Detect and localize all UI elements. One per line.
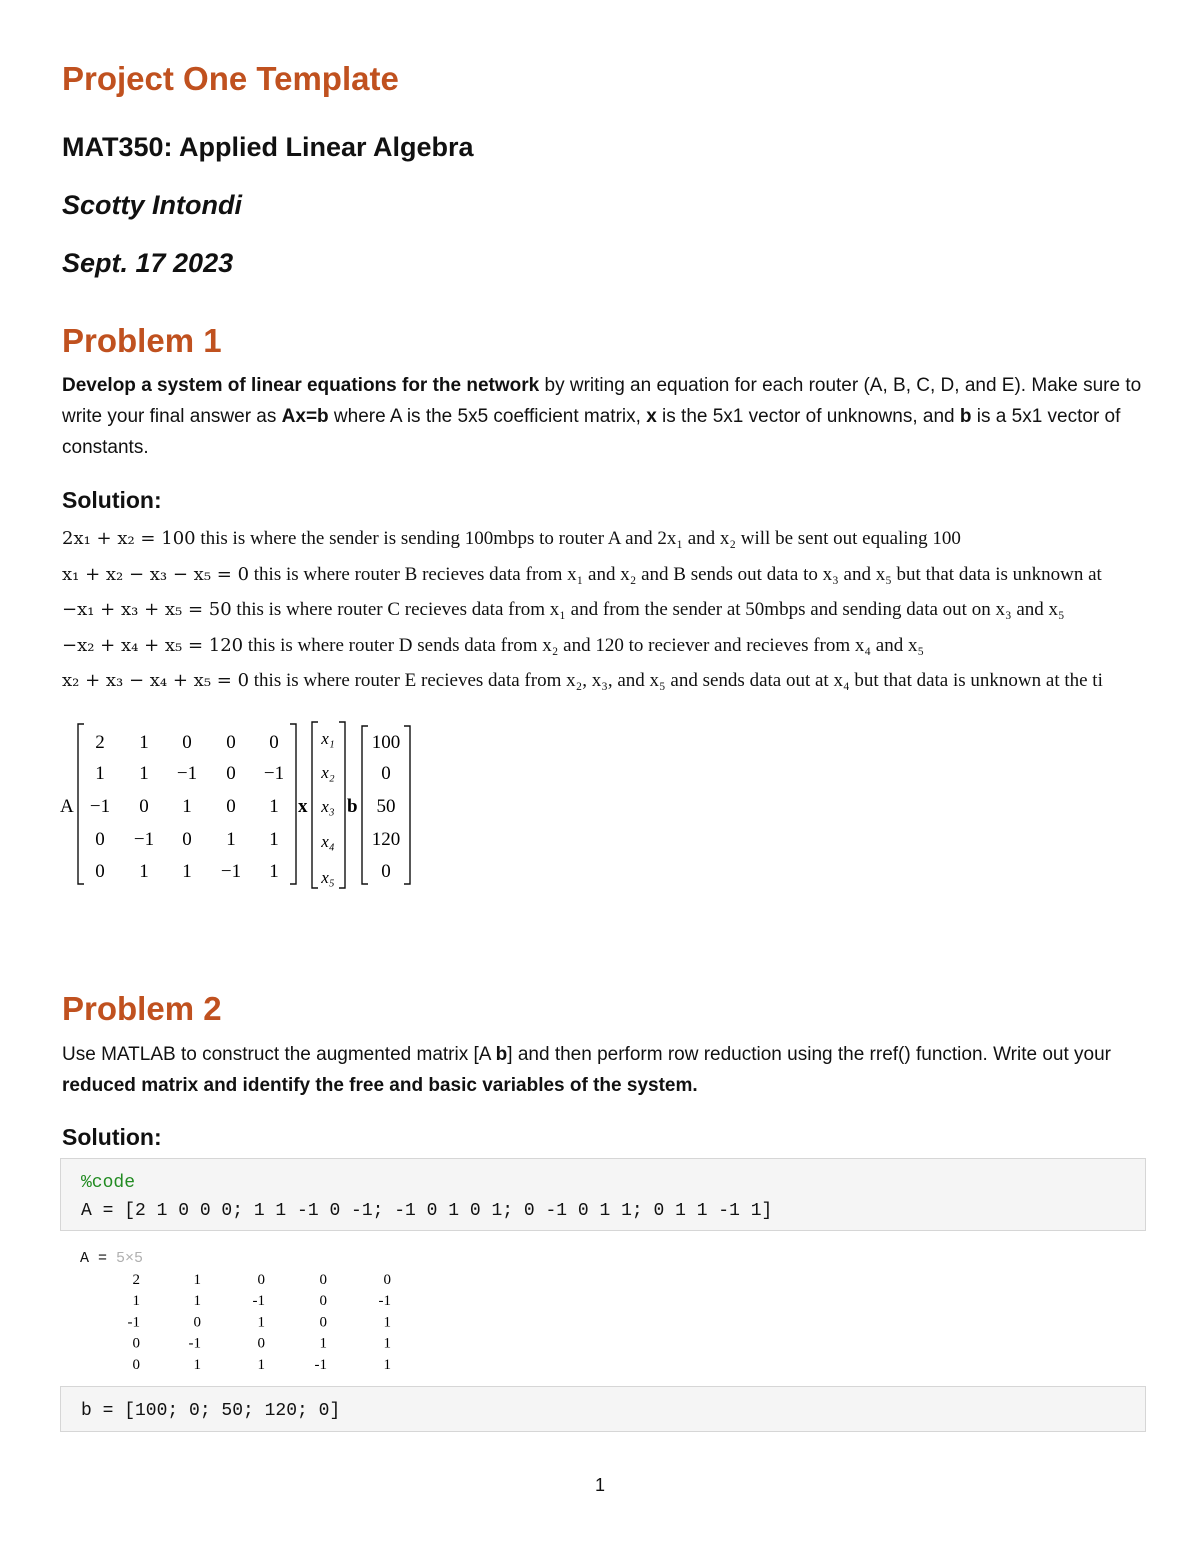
vector-x-cell: x₁ [321, 729, 335, 748]
output-matrix-cell: 1 [132, 1293, 140, 1310]
vector-b-cell: 0 [381, 861, 391, 882]
vector-x-right-bracket [339, 722, 345, 888]
vector-x-cell: x₄ [321, 832, 335, 851]
matrix-equation [50, 720, 430, 900]
output-matrix-cell: -1 [127, 1314, 140, 1331]
vector-b-left-bracket [362, 726, 368, 884]
vector-b-cell: 0 [381, 763, 391, 784]
vector-x-cell: x₅ [321, 868, 335, 887]
matrix-a-right-bracket [290, 724, 296, 884]
matrix-a-cell: −1 [89, 796, 111, 817]
code-block-vector-b[interactable] [60, 1386, 1146, 1432]
matrix-a-cell: 1 [139, 763, 149, 784]
output-matrix-cell: 0 [132, 1356, 140, 1373]
problem-2-prompt: Use MATLAB to construct the augmented matrix [A b] and then perform row reduction using the rref() function. Write out your reduced matrix and identify the free and basic variables of the system. [62, 1044, 1111, 1096]
vector-b-cell: 100 [371, 732, 401, 753]
document-date: Sept. 17 2023 [62, 248, 234, 278]
matrix-a-cell: 0 [226, 732, 236, 753]
output-matrix-cell: 1 [193, 1272, 201, 1288]
matrix-a-cell: 1 [269, 796, 279, 817]
code-line-a: A = [2 1 0 0 0; 1 1 -1 0 -1; -1 0 1 0 1; 0 -1 0 1 1; 0 1 1 -1 1] [81, 1201, 773, 1221]
matrix-a-cell: 1 [182, 861, 192, 882]
matrix-a-cell: −1 [263, 763, 285, 784]
equation-router-b: x₁ + x₂ − x₃ − x₅ = 0 this is where router B recieves data from x₁ and x₂ and B sends out data to x₃ and x₅ but that data is unknown at [62, 564, 1102, 585]
matrix-a-cell: 1 [139, 861, 149, 882]
course-title: MAT350: Applied Linear Algebra [62, 132, 474, 162]
vector-x-cell: x₂ [321, 763, 335, 782]
matrix-a-cell: 1 [269, 829, 279, 850]
vector-b-cell: 50 [376, 796, 396, 817]
output-matrix-cell: 0 [193, 1314, 201, 1331]
output-matrix-cell: 1 [319, 1335, 327, 1352]
output-matrix-cell: -1 [314, 1356, 327, 1373]
output-matrix-cell: 0 [257, 1335, 265, 1352]
page-number: 1 [594, 1475, 605, 1495]
equation-router-c: −x₁ + x₃ + x₅ = 50 this is where router C recieves data from x₁ and from the sender at 50mbps and sending data out on x₃ and x₅ [62, 599, 1065, 620]
code-line-b: b = [100; 0; 50; 120; 0] [81, 1401, 341, 1421]
matrix-a-cell: 1 [139, 732, 149, 753]
output-dimension: 5×5 [116, 1250, 144, 1267]
vector-x-left-bracket [312, 722, 318, 888]
matrix-a-cell: 1 [226, 829, 236, 850]
output-matrix-cell: 1 [383, 1335, 391, 1352]
vector-b-right-bracket [404, 726, 410, 884]
output-matrix-cell: -1 [378, 1293, 391, 1310]
matrix-a-cell: −1 [133, 829, 155, 850]
equation-router-d: −x₂ + x₄ + x₅ = 120 this is where router D sends data from x₂ and 120 to reciever and recieves from x₄ and x₅ [62, 635, 925, 656]
problem-1-heading: Problem 1 [62, 322, 222, 359]
problem-2-solution-label: Solution: [62, 1124, 162, 1150]
vector-b-cell: 120 [371, 829, 401, 850]
output-matrix-cell: 0 [383, 1272, 391, 1288]
output-matrix-cell: 1 [193, 1293, 201, 1310]
code-comment: %code [81, 1173, 136, 1193]
problem-1-solution-label: Solution: [62, 487, 162, 513]
matrix-a-cell: 0 [226, 796, 236, 817]
output-matrix-cell: -1 [188, 1335, 201, 1352]
matrix-a-cell: 0 [226, 763, 236, 784]
output-matrix-a [80, 1248, 143, 1269]
output-matrix-values [100, 1268, 420, 1378]
problem-1-prompt: Develop a system of linear equations for the network by writing an equation for each router (A, B, C, D, and E). Make sure to write your final answer as Ax=b where A is the 5x5 coefficient matrix, x is the 5x1 vector of unknowns, and b is a 5x1 vector of constants. [62, 375, 1142, 458]
code-block-matrix-a[interactable] [60, 1158, 1146, 1231]
matrix-a-cell: 0 [269, 732, 279, 753]
output-matrix-cell: 1 [257, 1356, 265, 1373]
output-matrix-cell: 0 [132, 1335, 140, 1352]
matrix-a-cell: 2 [95, 732, 105, 753]
author-name: Scotty Intondi [62, 190, 242, 220]
matrix-a-cell: 1 [269, 861, 279, 882]
matrix-a-cell: 0 [182, 732, 192, 753]
matrix-a-left-bracket [78, 724, 84, 884]
matrix-a-cell: 1 [182, 796, 192, 817]
output-matrix-cell: 0 [319, 1314, 327, 1331]
equation-router-a: 2x₁ + x₂ = 100 this is where the sender is sending 100mbps to router A and 2x₁ and x₂ will be sent out equaling 100 [62, 528, 961, 549]
output-matrix-cell: -1 [252, 1293, 265, 1310]
vector-x-label: x [298, 796, 308, 817]
matrix-a-cell: 1 [95, 763, 105, 784]
matrix-a-cell: −1 [220, 861, 242, 882]
matrix-a-cell: 0 [95, 829, 105, 850]
problem-2-heading: Problem 2 [62, 990, 222, 1027]
output-label: A = [80, 1250, 117, 1267]
matrix-a-cell: 0 [182, 829, 192, 850]
output-matrix-cell: 1 [193, 1356, 201, 1373]
vector-x-cell: x₃ [321, 797, 335, 816]
output-matrix-cell: 0 [319, 1293, 327, 1310]
output-matrix-cell: 0 [319, 1272, 327, 1288]
vector-b-label: b [347, 796, 358, 817]
output-matrix-cell: 1 [383, 1314, 391, 1331]
matrix-a-cell: 0 [95, 861, 105, 882]
matrix-a-cell: −1 [176, 763, 198, 784]
document-title: Project One Template [62, 60, 399, 97]
output-matrix-cell: 2 [132, 1272, 140, 1288]
output-matrix-cell: 1 [383, 1356, 391, 1373]
output-matrix-cell: 0 [257, 1272, 265, 1288]
equation-router-e: x₂ + x₃ − x₄ + x₅ = 0 this is where router E recieves data from x₂, x₃, and x₅ and sends data out at x₄ but that data is unknown at the ti [62, 670, 1103, 691]
matrix-a-label: A [60, 796, 74, 817]
output-matrix-cell: 1 [257, 1314, 265, 1331]
matrix-a-cell: 0 [139, 796, 149, 817]
